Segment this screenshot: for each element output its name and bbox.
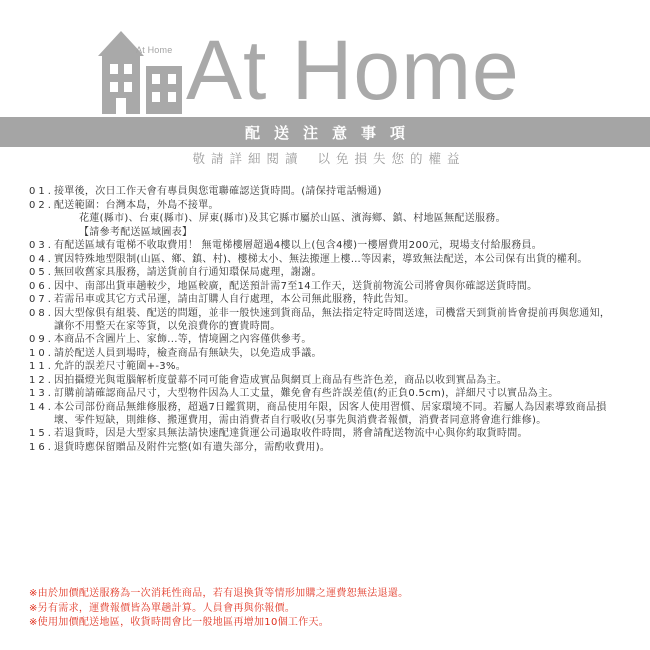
note-item	[29, 347, 619, 360]
note-number: 08.	[29, 307, 54, 319]
note-item	[29, 226, 619, 239]
note-item	[29, 333, 619, 346]
note-item	[29, 185, 619, 198]
note-number: 05.	[29, 267, 54, 278]
note-item	[29, 401, 619, 427]
note-number: 10.	[29, 347, 54, 359]
note-number: 03.	[29, 240, 54, 251]
note-text: 無回收舊家具服務，請送貨前自行通知環保局處理，謝謝。	[54, 267, 322, 278]
note-text: 允許的誤差尺寸範圍+-3%。	[54, 361, 187, 372]
note-item	[29, 253, 619, 266]
warning-line: ※使用加價配送地區，收貨時間會比一般地區再增加10個工作天。	[29, 617, 330, 628]
note-text: 因中、南部出貨車趟較少，地區較廣，配送預計需7至14工作天，送貨前物流公司將會與你確認送貨時間。	[54, 280, 538, 292]
note-text: 有配送區域有電梯不收取費用！ 無電梯樓層超過4樓以上(包含4樓)一樓層費用200元，現場支付給服務員。	[54, 240, 543, 251]
note-text: 本公司部份商品無維修服務，超過7日鑑賞期，商品使用年限，因客人使用習慣、居家環境不同。若屬人為因素導致商品損壞、零件短缺，則維修、搬運費用，需由消費者自行吸收(另事先與消費者報價，消費者同意將會進行維修)。	[54, 401, 607, 426]
note-item	[29, 239, 619, 252]
note-extra-text: 【請參考配送區域圖表】	[79, 226, 193, 238]
note-item	[29, 374, 619, 387]
subtitle-part-2: 以免損失您的權益	[317, 151, 466, 166]
house-logo-icon	[96, 26, 186, 118]
note-number: 04.	[29, 253, 54, 265]
warning-line: ※由於加價配送服務為一次消耗性商品，若有退換貨等情形加購之運費恕無法退還。	[29, 588, 409, 599]
note-number: 11.	[29, 361, 54, 372]
note-text: 訂購前請確認商品尺寸，大型物件因為人工丈量，難免會有些許誤差值(約正負0.5cm)，詳細尺寸以實品為主。	[54, 388, 559, 399]
note-number: 06.	[29, 280, 54, 292]
note-item	[29, 307, 619, 333]
note-item	[29, 360, 619, 373]
note-text: 退貨時應保留贈品及附件完整(如有遺失部分，需酌收費用)。	[54, 441, 331, 453]
note-text: 本商品不含圖片上、家飾...等，情境圖之內容僅供參考。	[54, 334, 312, 345]
note-item	[29, 199, 619, 212]
note-number: 12.	[29, 374, 54, 386]
banner-title: 配送注意事項	[244, 124, 419, 142]
note-extra-text: 花蓮(縣市)、台東(縣市)、屏東(縣市)及其它縣市屬於山區、濱海鄉、鎮、村地區無配送服務。	[79, 213, 506, 224]
note-number: 07.	[29, 294, 54, 305]
note-text: 配送範圍：台灣本島，外島不接單。	[54, 199, 219, 211]
warnings-list	[29, 587, 629, 631]
note-item	[29, 266, 619, 279]
note-number: 09.	[29, 334, 54, 345]
note-number: 16.	[29, 441, 54, 453]
note-item	[29, 280, 619, 293]
warning-line: ※另有需求，運費報價皆為單趟計算。人員會再與你報價。	[29, 602, 296, 614]
note-item	[29, 441, 619, 454]
note-text: 請於配送人員到場時，檢查商品有無缺失，以免造成爭議。	[54, 347, 322, 359]
note-text: 因大型傢俱有組裝、配送的問題，並非一般快速到貨商品，無法指定特定時間送達，司機當天到貨前皆會提前再與您通知，讓你不用整天在家等貨，以免浪費你的寶貴時間。	[54, 307, 611, 332]
note-text: 實因特殊地型限制(山區、鄉、鎮、村)、樓梯太小、無法搬運上樓…等因素，導致無法配送，本公司保有出貨的權利。	[54, 253, 588, 265]
note-item	[29, 212, 619, 225]
note-item	[29, 387, 619, 400]
note-text: 若退貨時，因是大型家具無法請快速配達貨運公司過取收件時間，將會請配送物流中心與你約取貨時間。	[54, 428, 528, 439]
logo-small-text: At Home	[136, 45, 173, 55]
note-text: 因拍攝燈光與電腦解析度螢幕不同可能會造成實品與網頁上商品有些許色差，商品以收到實品為主。	[54, 374, 508, 386]
note-item	[29, 293, 619, 306]
subtitle	[0, 149, 650, 167]
note-number: 02.	[29, 199, 54, 211]
note-text: 若需吊車或其它方式吊運，請由訂購人自行處理，本公司無此服務，特此告知。	[54, 294, 415, 305]
logo-main-text: At Home	[186, 23, 520, 117]
note-item	[29, 427, 619, 440]
note-number: 01.	[29, 186, 54, 197]
note-number: 13.	[29, 388, 54, 399]
notes-list	[29, 185, 619, 454]
note-number: 15.	[29, 428, 54, 439]
subtitle-part-1: 敬請詳細閱讀	[192, 151, 304, 166]
logo	[96, 23, 566, 118]
note-number: 14.	[29, 401, 54, 413]
note-text: 接單後，次日工作天會有專員與您電聯確認送貨時間。(請保持電話暢通)	[54, 186, 382, 197]
title-banner	[0, 117, 650, 147]
